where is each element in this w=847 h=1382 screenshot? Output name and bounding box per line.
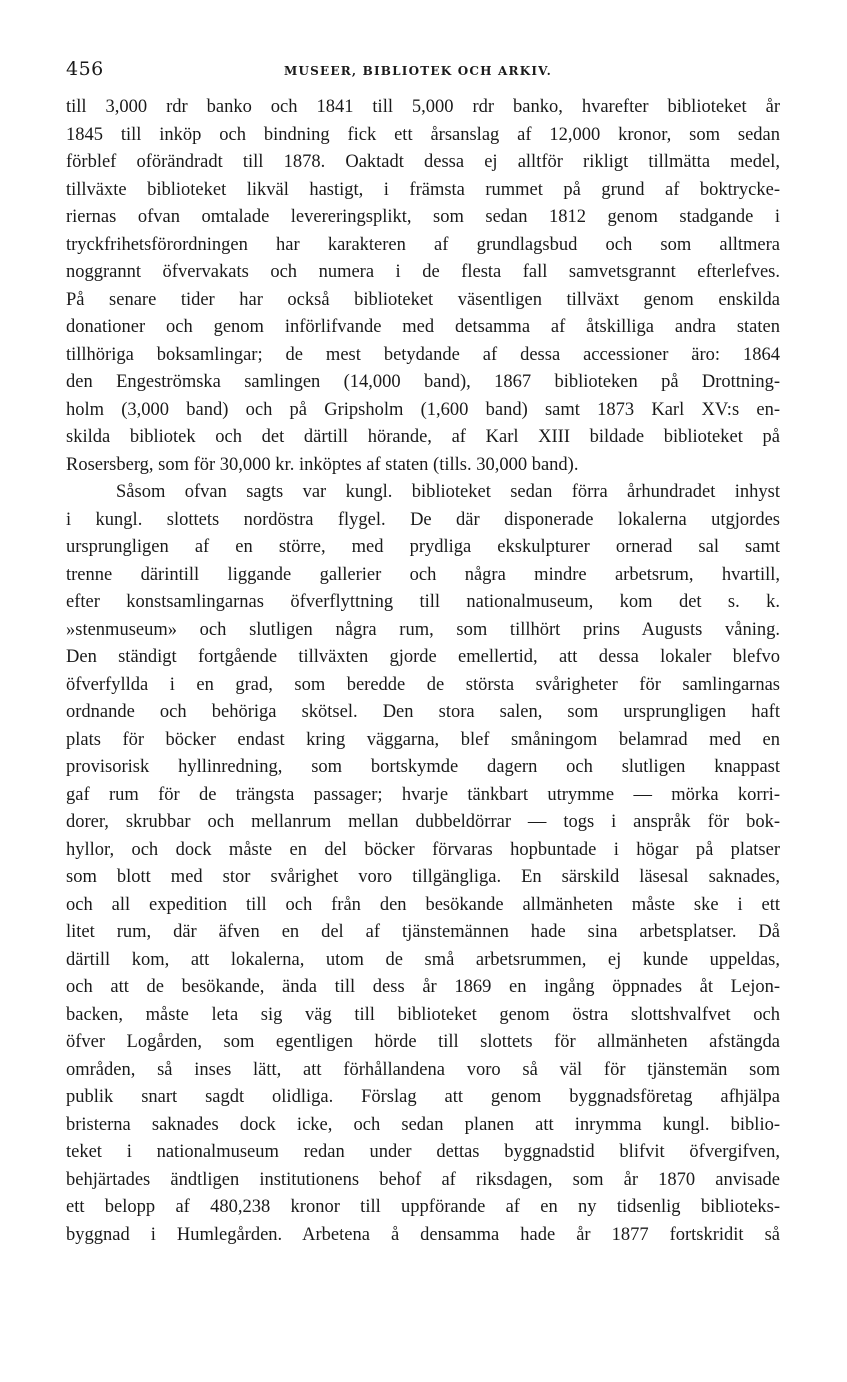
text-line: behjärtades ändtligen institutionens behof af riksdagen, som år 1870 anvisade bbox=[66, 1169, 780, 1190]
text-line: ordnande och behöriga skötsel. Den stora salen, som ursprungligen haft bbox=[66, 702, 780, 722]
text-line: öfverfyllda i en grad, som beredde de största svårigheter för samlingarnas bbox=[66, 674, 780, 695]
text-line: Rosersberg, som för 30,000 kr. inköptes af staten (tills. 30,000 band). bbox=[66, 454, 579, 475]
text-line: och att de besökande, ända till dess år 1869 en ingång öppnades åt Lejon- bbox=[66, 977, 780, 997]
text-line: till 3,000 rdr banko och 1841 till 5,000 rdr banko, hvarefter biblioteket år bbox=[66, 97, 780, 117]
text-line: i kungl. slottets nordöstra flygel. De där disponerade lokalerna utgjordes bbox=[66, 509, 780, 530]
text-line: teket i nationalmuseum redan under dettas byggnadstid blifvit öfvergifven, bbox=[66, 1142, 780, 1162]
text-line: som blott med stor svårighet voro tillgängliga. En särskild läsesal saknades, bbox=[66, 867, 780, 887]
text-line: Såsom ofvan sagts var kungl. biblioteket sedan förra århundradet inhyst bbox=[116, 482, 780, 502]
text-line: förblef oförändradt till 1878. Oaktadt dessa ej alltför rikligt tillmätta medel, bbox=[66, 152, 780, 172]
text-line: trenne därintill liggande gallerier och några mindre arbetsrum, hvartill, bbox=[66, 564, 780, 585]
text-line: skilda bibliotek och det därtill hörande, af Karl XIII bildade biblioteket på bbox=[66, 427, 780, 447]
text-line: donationer och genom införlifvande med detsamma af åtskilliga andra staten bbox=[66, 317, 780, 337]
page-header bbox=[66, 58, 780, 84]
text-line: backen, måste leta sig väg till biblioteket genom östra slottshvalfvet och bbox=[66, 1004, 780, 1025]
text-line: riernas ofvan omtalade levereringsplikt, som sedan 1812 genom stadgande i bbox=[66, 207, 780, 227]
text-line: ursprungligen af en större, med prydliga ekskulpturer ornerad sal samt bbox=[66, 537, 780, 557]
text-line: dorer, skrubbar och mellanrum mellan dubbeldörrar — togs i anspråk för bok- bbox=[66, 812, 780, 832]
text-line: bristerna saknades dock icke, och sedan planen att inrymma kungl. biblio- bbox=[66, 1114, 780, 1135]
text-line: provisorisk hyllinredning, som bortskymde dagern och slutligen knappast bbox=[66, 757, 780, 777]
text-line: tryckfrihetsförordningen har karakteren af grundlagsbud och som alltmera bbox=[66, 234, 780, 255]
text-line: ett belopp af 480,238 kronor till uppförande af en ny tidsenlig biblioteks- bbox=[66, 1197, 780, 1217]
text-line: litet rum, där äfven en del af tjänstemännen hade sina arbetsplatser. Då bbox=[66, 922, 780, 942]
text-line: gaf rum för de trängsta passager; hvarje tänkbart utrymme — mörka korri- bbox=[66, 784, 780, 805]
text-line: noggrannt öfvervakats och numera i de flesta fall samvetsgrannt efterlefves. bbox=[66, 262, 780, 282]
text-line: hyllor, och dock måste en del böcker förvaras hopbuntade i högar på platser bbox=[66, 839, 780, 860]
body-text bbox=[66, 94, 780, 1249]
text-line: därtill kom, att lokalerna, utom de små arbetsrummen, ej kunde uppeldas, bbox=[66, 949, 780, 970]
text-line: »stenmuseum» och slutligen några rum, som tillhört prins Augusts våning. bbox=[66, 619, 780, 640]
text-line: och all expedition till och från den besökande allmänheten måste ske i ett bbox=[66, 894, 780, 915]
text-line: områden, så inses lätt, att förhållandena voro så väl för tjänstemän som bbox=[66, 1059, 780, 1080]
text-line: efter konstsamlingarnas öfverflyttning till nationalmuseum, kom det s. k. bbox=[66, 592, 780, 612]
text-line: öfver Logården, som egentligen hörde till slottets för allmänheten afstängda bbox=[66, 1032, 780, 1052]
text-line: Den ständigt fortgående tillväxten gjorde emellertid, att dessa lokaler blefvo bbox=[66, 647, 780, 667]
text-line: På senare tider har också biblioteket väsentligen tillväxt genom enskilda bbox=[66, 289, 780, 310]
text-line: byggnad i Humlegården. Arbetena å densamma hade år 1877 fortskridit så bbox=[66, 1224, 780, 1245]
text-line: den Engeströmska samlingen (14,000 band), 1867 biblioteken på Drottning- bbox=[66, 372, 780, 392]
page-number: 456 bbox=[66, 58, 104, 80]
text-line: tillhöriga boksamlingar; de mest betydande af dessa accessioner äro: 1864 bbox=[66, 344, 780, 365]
text-line: tillväxte biblioteket likväl hastigt, i främsta rummet på grund af boktrycke- bbox=[66, 179, 780, 200]
running-title: MUSEER, BIBLIOTEK OCH ARKIV. bbox=[284, 64, 552, 78]
text-line: holm (3,000 band) och på Gripsholm (1,600 band) samt 1873 Karl XV:s en- bbox=[66, 399, 780, 420]
text-line: publik snart sagdt olidliga. Förslag att genom byggnadsföretag afhjälpa bbox=[66, 1087, 780, 1107]
text-line: 1845 till inköp och bindning fick ett årsanslag af 12,000 kronor, som sedan bbox=[66, 124, 780, 145]
text-line: plats för böcker endast kring väggarna, blef småningom belamrad med en bbox=[66, 729, 780, 750]
